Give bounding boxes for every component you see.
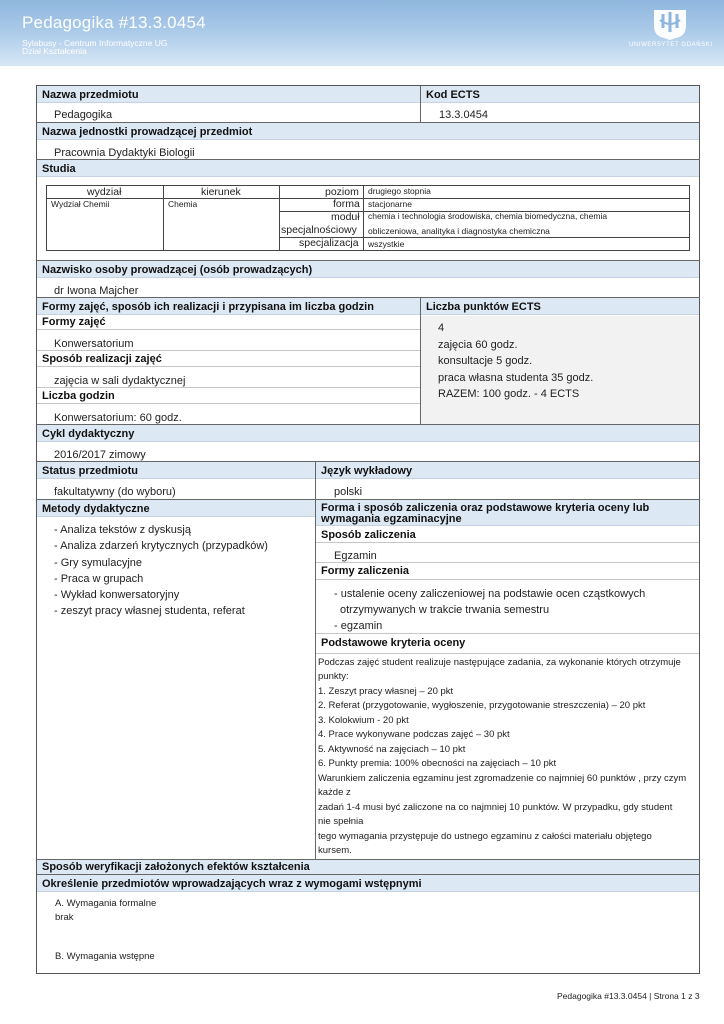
divider <box>363 186 364 250</box>
wymagania-label: Określenie przedmiotów wprowadzających wraz z wymogami wstępnymi <box>37 875 699 892</box>
university-logo-icon <box>650 6 690 40</box>
kryteria-line: kursem. <box>318 845 352 856</box>
wymagania-wstepne-label: B. Wymagania wstępne <box>55 951 155 962</box>
formy-zajec-label: Formy zajęć <box>37 315 420 330</box>
kod-ects-value: 13.3.0454 <box>439 109 488 121</box>
studia-label: Studia <box>37 160 699 177</box>
kryteria-line: tego wymagania przystępuje do ustnego egzaminu z całości materiału objętego <box>318 831 652 842</box>
jezyk-label: Język wykładowy <box>316 462 699 479</box>
ects-line-razem: RAZEM: 100 godz. - 4 ECTS <box>438 388 580 400</box>
divider <box>316 562 699 563</box>
status-value: fakultatywny (do wyboru) <box>54 486 176 498</box>
divider <box>420 298 421 425</box>
formy-zaliczenia-label: Formy zaliczenia <box>316 564 699 580</box>
modul-value-line2: obliczeniowa, analityka i diagnostyka chemiczna <box>368 226 550 236</box>
kierunek-header: kierunek <box>201 186 241 198</box>
forma-zaliczenia-label-line2: wymagania egzaminacyjne <box>321 513 462 525</box>
wymagania-formalne-label: A. Wymagania formalne <box>55 898 157 909</box>
poziom-value: drugiego stopnia <box>368 186 431 196</box>
kryteria-line: Podczas zajęć student realizuje następujące zadania, za wykonanie których otrzymuje <box>318 657 681 668</box>
document-title: Pedagogika #13.3.0454 <box>22 13 206 32</box>
divider <box>37 387 420 388</box>
modul-label: moduł <box>331 211 360 223</box>
metody-item: - Gry symulacyjne <box>54 557 143 569</box>
formy-header-label: Formy zajęć, sposób ich realizacji i przypisana im liczba godzin <box>37 298 420 315</box>
metody-item: - Wykład konwersatoryjny <box>54 589 180 601</box>
page-banner <box>0 0 724 66</box>
prowadzacy-value: dr Iwona Majcher <box>54 285 139 297</box>
kryteria-line: Warunkiem zaliczenia egzaminu jest zgromadzenie co najmniej 60 punktów , przy czym <box>318 773 687 784</box>
liczba-godzin-value: Konwersatorium: 60 godz. <box>54 412 182 424</box>
status-label: Status przedmiotu <box>37 462 315 479</box>
ects-label: Liczba punktów ECTS <box>421 298 699 315</box>
university-name: UNIWERSYTET GDAŃSKI <box>629 42 713 48</box>
studia-table <box>46 185 690 251</box>
cykl-value: 2016/2017 zimowy <box>54 449 146 461</box>
divider <box>163 186 164 250</box>
kryteria-line: nie spełnia <box>318 816 364 827</box>
formy-zaliczenia-line2: otrzymywanych w trakcie trwania semestru <box>340 604 550 616</box>
kryteria-line: 3. Kolokwium - 20 pkt <box>318 715 409 726</box>
forma-zaliczenia-label-line1: Forma i sposób zaliczenia oraz podstawowe kryteria oceny lub <box>321 502 650 514</box>
metody-label: Metody dydaktyczne <box>37 500 315 517</box>
modul-label-second-line: specjalnościowy <box>281 224 357 236</box>
divider <box>37 350 420 351</box>
cykl-label: Cykl dydaktyczny <box>37 425 699 442</box>
banner-subtitle-system: Sylabusy - Centrum Informatyczne UG <box>22 38 168 48</box>
page-footer: Pedagogika #13.3.0454 | Strona 1 z 3 <box>557 991 700 1001</box>
sposob-realizacji-value: zajęcia w sali dydaktycznej <box>54 375 186 387</box>
weryfikacja-label: Sposób weryfikacji założonych efektów kształcenia <box>37 860 699 875</box>
kryteria-line: 1. Zeszyt pracy własnej – 20 pkt <box>318 686 454 697</box>
sposob-realizacji-label: Sposób realizacji zajęć <box>37 352 420 367</box>
forma-label: forma <box>333 198 360 210</box>
kierunek-value: Chemia <box>168 199 198 209</box>
jednostka-label: Nazwa jednostki prowadzącej przedmiot <box>37 123 699 140</box>
wydzial-header: wydział <box>87 186 122 198</box>
metody-item: - Analiza zdarzeń krytycznych (przypadków) <box>54 540 268 552</box>
modul-value-line1: chemia i technologia środowiska, chemia biomedyczna, chemia <box>368 211 608 221</box>
nazwa-przedmiotu-label: Nazwa przedmiotu <box>37 86 420 103</box>
kod-ects-label: Kod ECTS <box>421 86 699 103</box>
jezyk-value: polski <box>334 486 363 498</box>
forma-zaliczenia-label <box>316 500 699 526</box>
ects-panel <box>421 316 699 424</box>
kryteria-line: 5. Aktywność na zajęciach – 10 pkt <box>318 744 466 755</box>
banner-subtitle-department: Dział Kształcenia <box>22 46 87 56</box>
kryteria-line: punkty: <box>318 671 349 682</box>
sposob-zaliczenia-value: Egzamin <box>334 550 377 562</box>
prowadzacy-label: Nazwisko osoby prowadzącej (osób prowadzących) <box>37 261 699 278</box>
specjalizacja-value: wszystkie <box>368 239 405 249</box>
forma-value: stacjonarne <box>368 199 412 209</box>
formy-zaliczenia-line3: - egzamin <box>334 620 383 632</box>
ects-line-zajecia: zajęcia 60 godz. <box>438 339 518 351</box>
kryteria-line: 6. Punkty premia: 100% obecności na zajęciach – 10 pkt <box>318 758 557 769</box>
jednostka-value: Pracownia Dydaktyki Biologii <box>54 147 195 159</box>
formy-zajec-value: Konwersatorium <box>54 338 134 350</box>
ects-line-praca-wlasna: praca własna studenta 35 godz. <box>438 372 594 384</box>
kryteria-label: Podstawowe kryteria oceny <box>316 634 699 654</box>
sposob-zaliczenia-label: Sposób zaliczenia <box>316 527 699 543</box>
divider <box>279 186 280 250</box>
metody-item: - Praca w grupach <box>54 573 144 585</box>
liczba-godzin-label: Liczba godzin <box>37 389 420 404</box>
metody-item: - zeszyt pracy własnej studenta, referat <box>54 605 245 617</box>
kryteria-line: zadań 1-4 musi być zaliczone na co najmniej 10 punktów. W przypadku, gdy student <box>318 802 673 813</box>
ects-points: 4 <box>438 322 445 334</box>
formy-zaliczenia-line1: - ustalenie oceny zaliczeniowej na podstawie ocen cząstkowych <box>334 588 646 600</box>
wymagania-formalne-value: brak <box>55 912 74 923</box>
kryteria-line: 4. Prace wykonywane podczas zajęć – 30 pkt <box>318 729 510 740</box>
poziom-label: poziom <box>325 186 359 198</box>
kryteria-line: każde z <box>318 787 351 798</box>
metody-item: - Analiza tekstów z dyskusją <box>54 524 191 536</box>
wydzial-value: Wydział Chemii <box>51 199 110 209</box>
divider <box>420 86 421 123</box>
ects-line-konsultacje: konsultacje 5 godz. <box>438 355 533 367</box>
nazwa-przedmiotu-value: Pedagogika <box>54 109 113 121</box>
specjalizacja-label: specjalizacja <box>299 237 359 249</box>
kryteria-line: 2. Referat (przygotowanie, wygłoszenie, przygotowanie streszczenia) – 20 pkt <box>318 700 646 711</box>
